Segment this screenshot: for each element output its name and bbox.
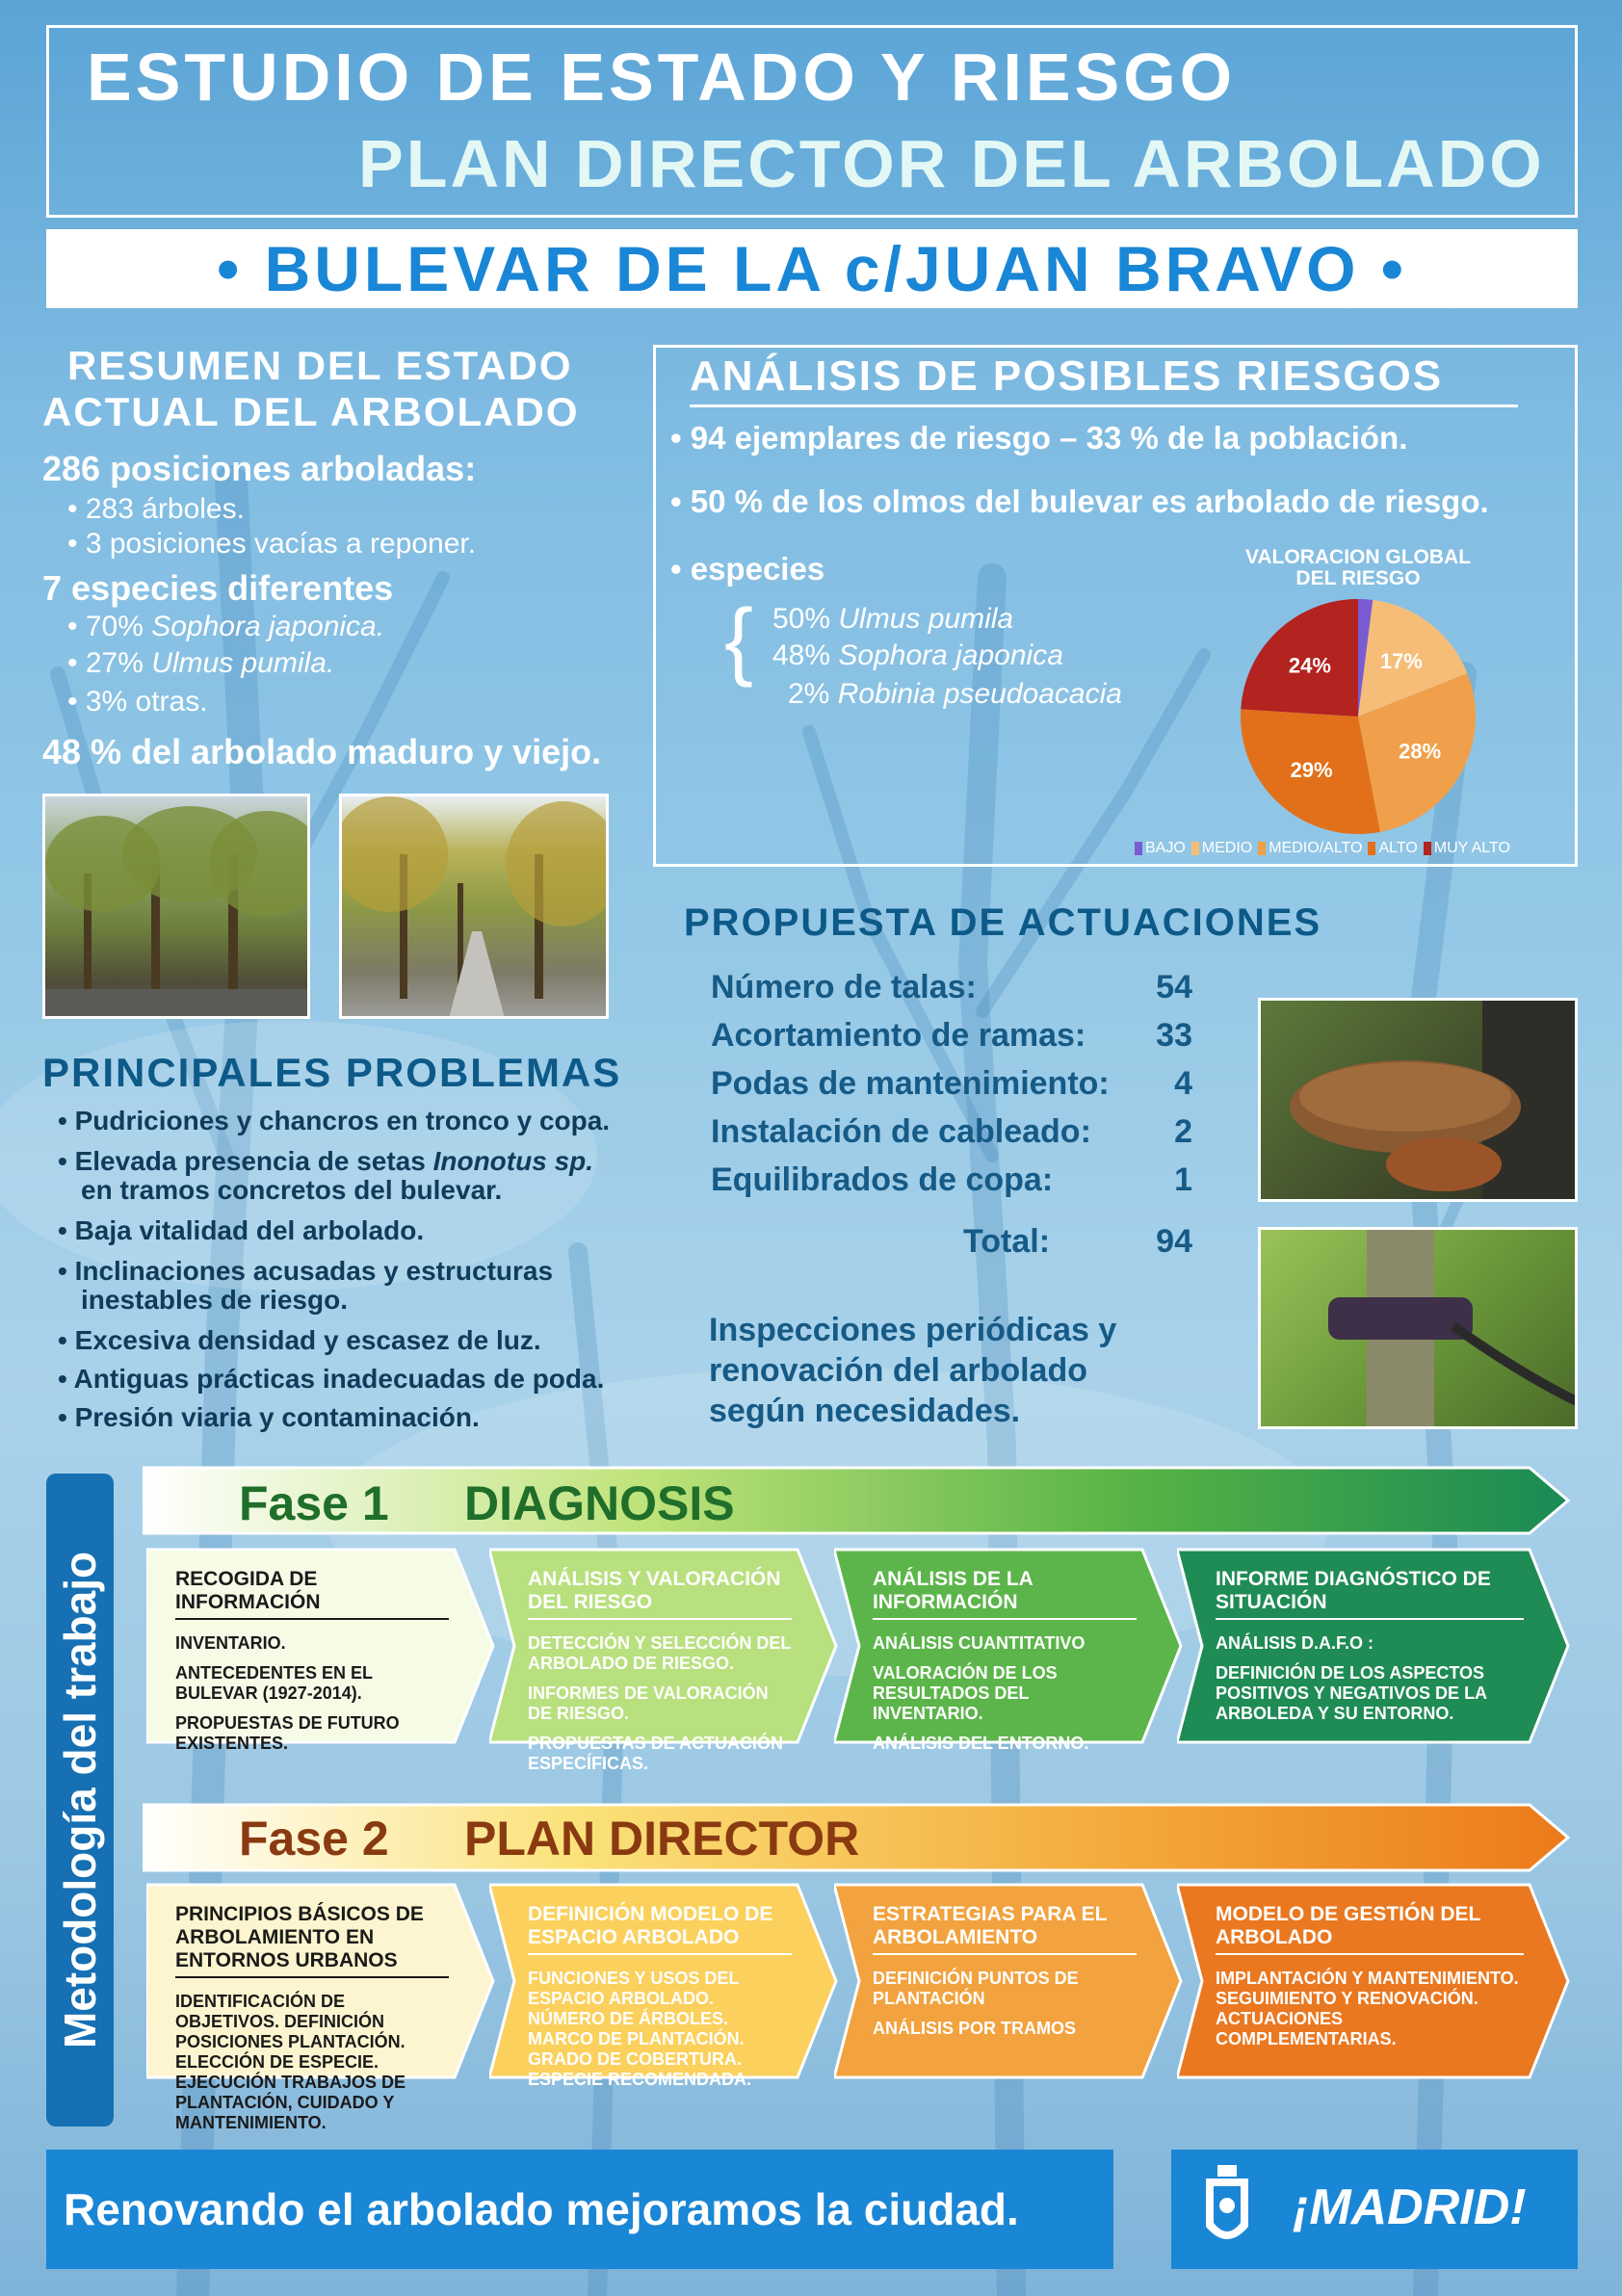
card-title: MODELO DE GESTIÓN DEL ARBOLADO: [1216, 1903, 1524, 1955]
fase2-card: [146, 1882, 497, 2132]
pie-data-label: 28%: [1399, 739, 1442, 764]
card-item: ANÁLISIS DEL ENTORNO.: [873, 1734, 1089, 1753]
inspecciones-line1: Inspecciones periódicas y: [709, 1312, 1117, 1348]
card-title: ESTRATEGIAS PARA EL ARBOLAMIENTO: [873, 1903, 1137, 1955]
card-title: RECOGIDA DE INFORMACIÓN: [175, 1568, 449, 1620]
card-item: ANÁLISIS D.A.F.O :: [1216, 1633, 1374, 1653]
problema-4: • Inclinaciones acusadas y estructuras: [58, 1256, 554, 1286]
actuacion-row: [711, 1113, 1192, 1151]
arboles-text: • 283 árboles.: [67, 493, 245, 525]
actuacion-row: [711, 1017, 1192, 1055]
legend-item: [1368, 840, 1417, 857]
madrid-logo: [1171, 2150, 1578, 2269]
footer-bar: [46, 2150, 1113, 2269]
chart-title: [1194, 547, 1522, 589]
species-2: [67, 647, 334, 680]
riesgos-species-2: [772, 639, 1063, 672]
species-3: • 3% otras.: [67, 686, 208, 718]
bracket-fungus-photo: [1258, 998, 1578, 1202]
actuacion-value: 4: [1174, 1065, 1192, 1102]
actuaciones-total-value: 94: [1156, 1223, 1192, 1260]
actuaciones-total-row: [963, 1223, 1192, 1261]
species-1-name: Sophora japonica.: [151, 611, 385, 642]
legend-swatch: [1135, 842, 1142, 855]
card-item: ANÁLISIS CUANTITATIVO: [873, 1633, 1086, 1653]
fase1-label: Fase 1: [239, 1476, 389, 1530]
actuaciones-heading: PROPUESTA DE ACTUACIONES: [684, 901, 1322, 944]
species-2-name: Ulmus pumila.: [151, 647, 335, 679]
problema-5: • Excesiva densidad y escasez de luz.: [58, 1325, 541, 1355]
actuacion-label: Acortamiento de ramas:: [711, 1017, 1086, 1054]
actuacion-label: Número de talas:: [711, 969, 977, 1005]
page-title-line1: ESTUDIO DE ESTADO Y RIESGO: [87, 39, 1237, 115]
legend-item: [1424, 840, 1510, 857]
chart-legend: [1135, 840, 1510, 857]
legend-swatch: [1368, 842, 1375, 855]
problema-2-a: • Elevada presencia de setas: [58, 1146, 433, 1176]
legend-swatch: [1191, 842, 1199, 855]
madrid-coat-of-arms-icon: [1200, 2163, 1254, 2256]
fase2-card: [1177, 1882, 1572, 2080]
fase1-name: DIAGNOSIS: [464, 1476, 735, 1530]
species-1-pct: • 70%: [67, 611, 152, 642]
actuacion-value: 33: [1156, 1017, 1192, 1054]
pie-data-label: 29%: [1290, 757, 1333, 782]
actuacion-label: Podas de mantenimiento:: [711, 1065, 1110, 1102]
inspecciones-text: [709, 1310, 1116, 1431]
chart-title-line2: DEL RIESGO: [1295, 567, 1421, 589]
fase1-card: [834, 1547, 1185, 1753]
riesgos-species-3-name: Robinia pseudoacacia: [837, 678, 1122, 710]
card-title: ANÁLISIS Y VALORACIÓN DEL RIESGO: [528, 1568, 792, 1620]
riesgos-species-1: [772, 603, 1013, 636]
street-trees-photo: [42, 794, 310, 1019]
legend-label: BAJO: [1145, 840, 1186, 856]
legend-label: MUY ALTO: [1433, 840, 1510, 856]
riesgos-species-1-name: Ulmus pumila: [838, 603, 1014, 635]
card-item: ANÁLISIS POR TRAMOS: [873, 2019, 1077, 2038]
legend-label: ALTO: [1378, 840, 1418, 856]
actuacion-row: [711, 969, 1192, 1006]
resumen-heading-line2: ACTUAL DEL ARBOLADO: [42, 389, 580, 434]
risk-pie-chart: [1233, 591, 1483, 842]
riesgos-species-3-pct: 2%: [788, 678, 838, 710]
subtitle-bar: [46, 229, 1578, 308]
riesgos-species-2-pct: 48%: [772, 639, 839, 671]
pie-data-label: 24%: [1288, 653, 1331, 678]
fase2-name: PLAN DIRECTOR: [464, 1812, 860, 1866]
card-item: FUNCIONES Y USOS DEL ESPACIO ARBOLADO. NÚMERO DE ÁRBOLES. MARCO DE PLANTACIÓN. GRADO DE COBERTURA. ESPECIE RECOMENDADA.: [528, 1969, 752, 2089]
actuacion-label: Instalación de cableado:: [711, 1113, 1091, 1150]
problema-4-cont: inestables de riesgo.: [81, 1285, 348, 1315]
riesgos-bullet-1: • 94 ejemplares de riesgo – 33 % de la población.: [670, 420, 1408, 456]
legend-item: [1135, 840, 1186, 857]
resumen-heading-line1: RESUMEN DEL ESTADO: [67, 343, 573, 388]
metodologia-side-bar: [46, 1474, 114, 2126]
card-item: VALORACIÓN DE LOS RESULTADOS DEL INVENTARIO.: [873, 1663, 1058, 1723]
fase1-card: [1177, 1547, 1572, 1745]
problema-6: • Antiguas prácticas inadecuadas de poda.: [58, 1364, 605, 1394]
legend-label: MEDIO/ALTO: [1269, 840, 1363, 856]
card-item: IMPLANTACIÓN Y MANTENIMIENTO. SEGUIMIENTO Y RENOVACIÓN. ACTUACIONES COMPLEMENTARIAS.: [1216, 1969, 1519, 2048]
maduro-text: 48 % del arbolado maduro y viejo.: [42, 732, 602, 771]
legend-swatch: [1424, 842, 1431, 855]
pie-data-label: 17%: [1379, 649, 1423, 674]
card-item: INFORMES DE VALORACIÓN DE RIESGO.: [528, 1683, 769, 1723]
tree-cabling-photo: [1258, 1227, 1578, 1429]
riesgos-species-1-pct: 50%: [772, 603, 839, 635]
legend-label: MEDIO: [1201, 840, 1253, 856]
card-item: PROPUESTAS DE FUTURO EXISTENTES.: [175, 1713, 400, 1753]
posiciones-text: 286 posiciones arboladas:: [42, 449, 477, 488]
problema-7: • Presión viaria y contaminación.: [58, 1402, 480, 1432]
subtitle: • BULEVAR DE LA c/JUAN BRAVO •: [217, 233, 1407, 304]
card-title: DEFINICIÓN MODELO DE ESPACIO ARBOLADO: [528, 1903, 792, 1955]
footer-slogan: Renovando el arbolado mejoramos la ciudad.: [64, 2184, 1019, 2234]
actuacion-row: [711, 1065, 1192, 1103]
vacias-text: • 3 posiciones vacías a reponer.: [67, 528, 477, 560]
problemas-heading: PRINCIPALES PROBLEMAS: [42, 1050, 622, 1095]
riesgos-species-3: [788, 678, 1122, 711]
especies-text: 7 especies diferentes: [42, 568, 394, 608]
fase2-label: Fase 2: [239, 1812, 389, 1866]
inspecciones-line3: según necesidades.: [709, 1393, 1021, 1429]
card-title: INFORME DIAGNÓSTICO DE SITUACIÓN: [1216, 1568, 1524, 1620]
card-item: IDENTIFICACIÓN DE OBJETIVOS. DEFINICIÓN POSICIONES PLANTACIÓN. ELECCIÓN DE ESPECIE. EJECUCIÓN TRABAJOS DE PLANTACIÓN, CUIDADO Y MANTENIMIENTO.: [175, 1992, 406, 2132]
card-title: PRINCIPIOS BÁSICOS DE ARBOLAMIENTO EN ENTORNOS URBANOS: [175, 1903, 449, 1978]
actuaciones-total-label: Total:: [963, 1223, 1051, 1260]
card-item: ANTECEDENTES EN EL BULEVAR (1927-2014).: [175, 1663, 373, 1703]
inspecciones-line2: renovación del arbolado: [709, 1352, 1087, 1389]
card-item: DETECCIÓN Y SELECCIÓN DEL ARBOLADO DE RIESGO.: [528, 1633, 792, 1673]
actuacion-value: 2: [1174, 1113, 1192, 1150]
legend-item: [1191, 840, 1252, 857]
actuacion-value: 54: [1156, 969, 1192, 1005]
page-title-line2: PLAN DIRECTOR DEL ARBOLADO: [358, 126, 1545, 201]
fase1-card: [146, 1547, 497, 1753]
fase2-card: [834, 1882, 1185, 2080]
legend-item: [1258, 840, 1362, 857]
problema-1: • Pudriciones y chancros en tronco y copa.: [58, 1106, 611, 1135]
card-item: INVENTARIO.: [175, 1633, 286, 1653]
riesgos-bullet-3: • especies: [670, 551, 825, 587]
brace-icon: {: [724, 592, 754, 689]
actuacion-row: [711, 1161, 1192, 1199]
problema-2: [58, 1146, 593, 1177]
species-1: [67, 611, 384, 643]
card-title: ANÁLISIS DE LA INFORMACIÓN: [873, 1568, 1137, 1620]
card-item: PROPUESTAS DE ACTUACIÓN ESPECÍFICAS.: [528, 1734, 784, 1773]
riesgos-species-2-name: Sophora japonica: [838, 639, 1063, 671]
riesgos-bullet-2: • 50 % de los olmos del bulevar es arbolado de riesgo.: [670, 483, 1489, 519]
card-item: DEFINICIÓN DE LOS ASPECTOS POSITIVOS Y NEGATIVOS DE LA ARBOLEDA Y SU ENTORNO.: [1216, 1663, 1487, 1723]
riesgos-heading: ANÁLISIS DE POSIBLES RIESGOS: [690, 352, 1518, 407]
problema-2-b: Inonotus sp.: [432, 1146, 594, 1176]
chart-title-line1: VALORACION GLOBAL: [1244, 546, 1472, 568]
card-item: DEFINICIÓN PUNTOS DE PLANTACIÓN: [873, 1969, 1079, 2008]
boulevard-trees-photo: [339, 794, 609, 1019]
actuacion-value: 1: [1174, 1161, 1192, 1198]
madrid-brand: ¡MADRID!: [1293, 2179, 1527, 2235]
fase1-card: [489, 1547, 840, 1773]
actuacion-label: Equilibrados de copa:: [711, 1161, 1054, 1198]
fase2-card: [489, 1882, 840, 2089]
problema-3: • Baja vitalidad del arbolado.: [58, 1215, 425, 1245]
metodologia-label: Metodología del trabajo: [55, 1551, 105, 2049]
species-2-pct: • 27%: [67, 647, 152, 679]
problema-2-cont: en tramos concretos del bulevar.: [81, 1175, 503, 1205]
legend-swatch: [1258, 842, 1266, 855]
